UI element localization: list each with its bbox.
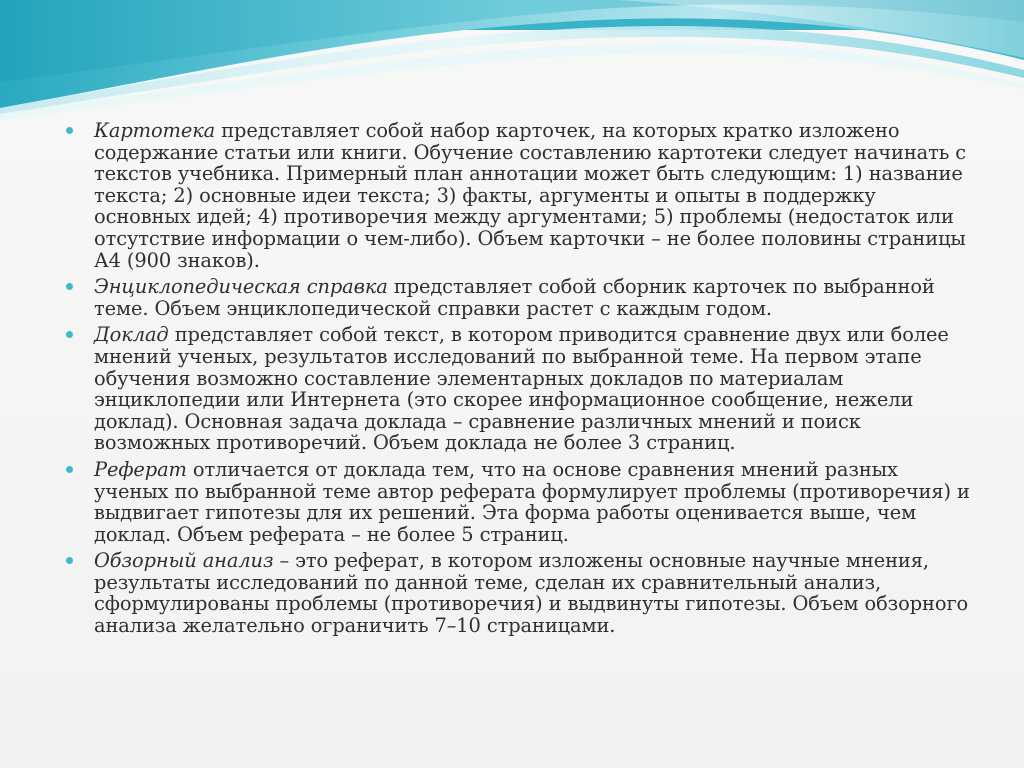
term: Реферат xyxy=(94,457,187,481)
header-wave-decoration xyxy=(0,0,1024,120)
term: Картотека xyxy=(94,119,216,142)
bullet-list xyxy=(64,120,970,637)
round-bullet-icon xyxy=(66,466,73,473)
list-item xyxy=(64,550,970,636)
list-item xyxy=(64,120,970,271)
round-bullet-icon xyxy=(66,127,73,134)
term: Доклад xyxy=(94,323,169,347)
term: Обзорный анализ xyxy=(94,549,274,573)
round-bullet-icon xyxy=(66,331,73,338)
round-bullet-icon xyxy=(66,557,73,564)
definition-text: представляет собой текст, в котором приводится сравнение двух или более мнений ученых, результатов исследований по выбранной теме. На первом этапе обучения возможно составление элементарных докладов по материалам энциклопедии или Интернета (это скорее информационное сообщение, нежели доклад). Основная задача доклада – сравнение различных мнений и поиск возможных противоречий. Объем доклада не более 3 страниц. xyxy=(94,323,949,455)
definition-text: отличается от доклада тем, что на основе сравнения мнений разных ученых по выбранной теме автор реферата формулирует проблемы (противоречия) и выдвигает гипотезы для их решений. Эта форма работы оценивается выше, чем доклад. Объем реферата – не более 5 страниц. xyxy=(94,457,970,546)
definition-text: представляет собой сборник карточек по выбранной теме. Объем энциклопедической справки растет с каждым годом. xyxy=(94,275,935,320)
list-item xyxy=(64,324,970,454)
term: Энциклопедическая справка xyxy=(94,275,388,299)
content-area xyxy=(64,120,970,642)
definition-text: – это реферат, в котором изложены основные научные мнения, результаты исследований по данной теме, сделан их сравнительный анализ, сформулированы проблемы (противоречия) и выдвинуты гипотезы. Объем обзорного анализа желательно ограничить 7–10 страницами. xyxy=(94,549,969,638)
definition-text: представляет собой набор карточек, на которых кратко изложено содержание статьи или книги. Обучение составлению картотеки следует начинать с текстов учебника. Примерный план аннотации может быть следующим: 1) название текста; 2) основные идеи текста; 3) факты, аргументы и опыты в поддержку основных идей; 4) противоречия между аргументами; 5) проблемы (недостаток или отсутствие информации о чем-либо). Объем карточки – не более половины страницы А4 (900 знаков). xyxy=(94,119,967,272)
list-item xyxy=(64,276,970,319)
list-item xyxy=(64,459,970,545)
round-bullet-icon xyxy=(66,283,73,290)
